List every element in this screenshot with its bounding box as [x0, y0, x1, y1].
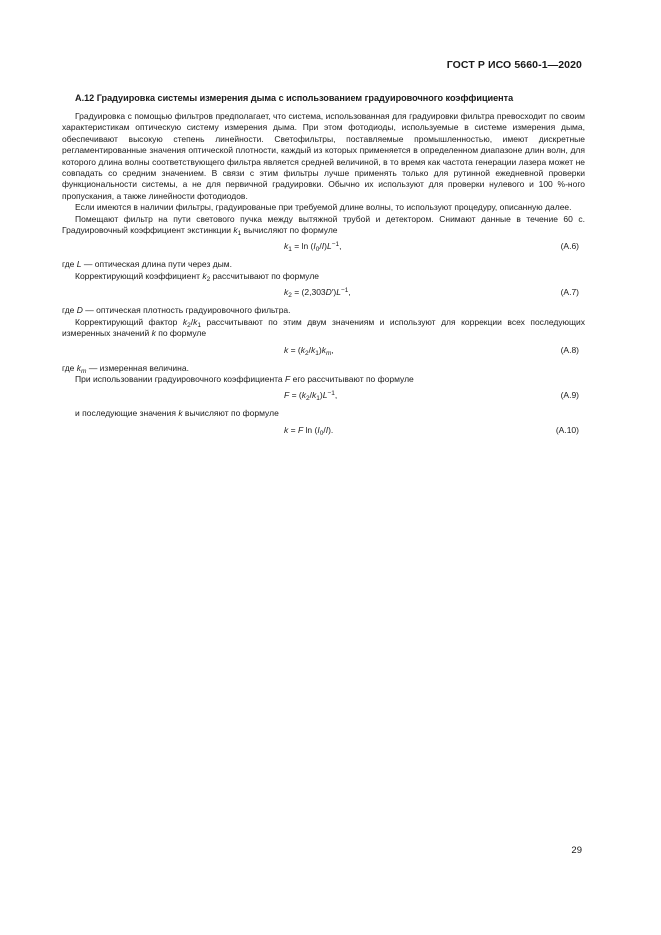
paragraph-filters-calibration: Градуировка с помощью фильтров предполагает, что система, использованная для градуировки фильтра превосходит по своим характеристикам оптическую систему измерения дыма. При этом фотодиоды, используемые в системе измерения дыма, обеспечивают высокую степень линейности. Светофильтры, поставляемые промышленностью, имеют дискретные регламентированные значения оптической плотности, каждый из которых применяется в определенном диапазоне длин волн, для которого длина волны соответствующего фильтра является средней величиной, в то время как частота генерации лазера может не совпадать со средним значением. В связи с этим фильтры лучше применять только для рутинной ежедневной проверки функциональности системы, а не для первичной градуировки. Обычно их используют для проверки нулевого и 100 %-ного пропускания, а также линейности фотодиодов. — [62, 111, 585, 201]
formula-a8-number: (А.8) — [560, 344, 579, 355]
formula-a7 — [62, 285, 585, 301]
formula-a7-number: (А.7) — [560, 287, 579, 298]
formula-a10-number: (А.10) — [555, 424, 579, 435]
paragraph-correction-factor: Корректирующий фактор $k_2/k_1$ рассчитывают по этим двум значениям и используют для коррекции всех последующих измеренных значений k по формуле — [62, 316, 586, 339]
page-number: 29 — [571, 845, 582, 856]
formula-a9-expression: $F = (k_2/k_1)L^{-1}$, — [284, 390, 338, 403]
paragraph-coefficient-f: При использовании градуировочного коэффициента F его рассчитывают по формуле — [75, 373, 414, 384]
paragraph-correction-k2: Корректирующий коэффициент $k_2$ рассчитывают по формуле — [75, 270, 320, 283]
formula-a8-expression: $k = (k_2/k_1)k_m$, — [284, 344, 334, 357]
formula-a9 — [62, 388, 585, 404]
paragraph-subsequent-k: и последующие значения k вычисляют по формуле — [75, 408, 279, 419]
formula-a8 — [62, 343, 585, 359]
formula-a6 — [62, 239, 585, 255]
formula-a6-expression: $k_1 = \ln (I_0/I)L^{-1}$, — [284, 241, 342, 254]
paragraph-place-filter: Помещают фильтр на пути светового пучка между вытяжной трубой и детектором. Снимают данные в течение 60 с. Градуировочный коэффициент экстинкции $k_1$ вычисляют по формуле — [62, 213, 585, 238]
paragraph-procedure-intro: Если имеются в наличии фильтры, градуированые при требуемой длине волны, то используют процедуру, описанную далее. — [75, 202, 572, 213]
formula-a7-expression: $k_2 = (2,303D')L^{-1}$, — [284, 287, 351, 300]
section-title: А.12 Градуировка системы измерения дыма с использованием градуировочного коэффициента — [75, 93, 514, 103]
body-text — [62, 111, 585, 443]
formula-a6-number: (А.6) — [560, 241, 579, 252]
formula-a9-number: (А.9) — [560, 390, 579, 401]
formula-a10-expression: k = F $\ln (I_0/I)$. — [284, 424, 334, 437]
paragraph-where-km: где $k_m$ — измеренная величина. — [62, 362, 189, 375]
paragraph-where-d: где D — оптическая плотность градуировочного фильтра. — [62, 305, 291, 316]
formula-a10 — [62, 423, 585, 439]
standard-header: ГОСТ Р ИСО 5660-1—2020 — [446, 59, 582, 71]
paragraph-where-l: где L — оптическая длина пути через дым. — [62, 259, 232, 270]
